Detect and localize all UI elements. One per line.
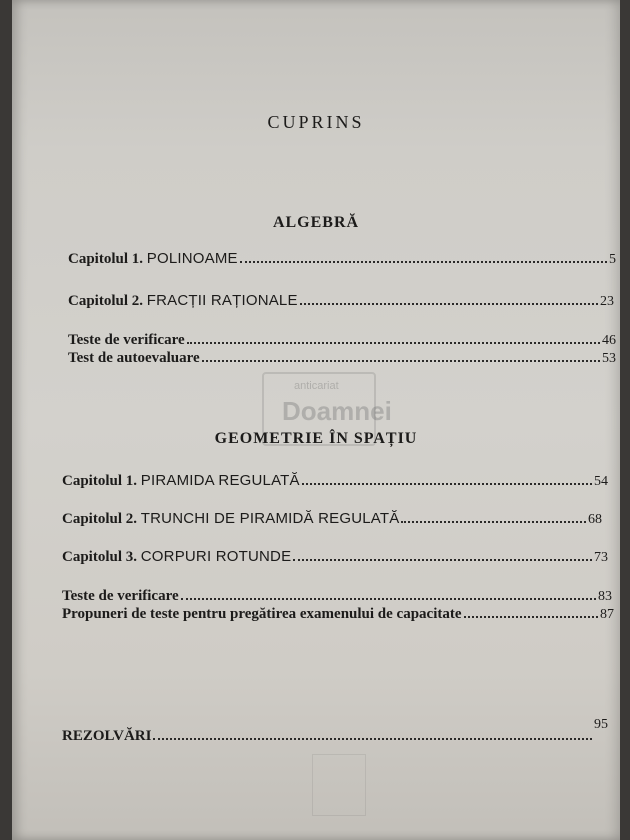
toc-entry-piramida-regulata[interactable] [62,472,608,492]
watermark-line1: anticariat [294,380,339,392]
leader-dots [302,483,592,485]
toc-entry-page: 73 [594,550,608,565]
toc-entry-teste-verificare-algebra[interactable] [68,332,616,352]
leader-dots [181,598,596,600]
leader-dots [300,303,598,305]
toc-entry-prefix: Capitolul 3. [62,549,138,565]
toc-entry-page: 23 [600,294,614,309]
toc-entry-page: 46 [602,333,616,348]
toc-entry-label: Test de autoevaluare [68,350,200,366]
toc-entry-label: Teste de verificare [68,332,185,348]
section-heading-geometrie: GEOMETRIE ÎN SPAȚIU [214,430,418,447]
leader-dots [464,616,598,618]
toc-entry-propuneri-teste[interactable] [62,606,614,626]
toc-entry-prefix: Capitolul 2. [68,293,144,309]
toc-entry-prefix: Capitolul 1. [62,473,138,489]
toc-entry-rezolvari[interactable] [62,717,608,748]
toc-entry-page: 68 [588,512,602,527]
toc-entry-fractii-rationale[interactable] [68,292,614,312]
section-heading-algebra: ALGEBRĂ [272,214,360,231]
toc-entry-label: POLINOAME [146,250,238,267]
toc-entry-label: TRUNCHI DE PIRAMIDĂ REGULATĂ [140,510,400,527]
faint-logo-mark [312,754,366,816]
toc-entry-teste-verificare-geometrie[interactable] [62,588,612,608]
toc-entry-page: 95 [594,717,608,732]
toc-entry-test-autoevaluare[interactable] [68,350,616,370]
toc-entry-trunchi-piramida[interactable] [62,510,602,530]
toc-entry-page: 83 [598,589,612,604]
leader-dots [240,261,607,263]
leader-dots [202,360,600,362]
watermark-line2: Doamnei [282,396,392,426]
toc-entry-prefix: Capitolul 1. [68,251,144,267]
toc-entry-page: 5 [609,252,616,267]
toc-entry-polinoame[interactable] [68,250,616,270]
toc-entry-corpuri-rotunde[interactable] [62,548,608,568]
toc-entry-label: CORPURI ROTUNDE [140,548,292,565]
leader-dots [401,521,586,523]
toc-entry-label: FRACȚII RAȚIONALE [146,292,298,309]
toc-entry-label: Propuneri de teste pentru pregătirea examenului de capacitate [62,606,462,622]
leader-dots [187,342,600,344]
page-title: CUPRINS [267,112,365,132]
toc-entry-page: 53 [602,351,616,366]
toc-entry-page: 87 [600,607,614,622]
leader-dots [153,738,592,740]
toc-entry-prefix: Capitolul 2. [62,511,138,527]
toc-entry-label: REZOLVĂRI [62,728,152,744]
toc-entry-label: Teste de verificare [62,588,179,604]
toc-entry-label: PIRAMIDA REGULATĂ [140,472,300,489]
leader-dots [293,559,592,561]
toc-entry-page: 54 [594,474,608,489]
book-page [12,0,620,840]
